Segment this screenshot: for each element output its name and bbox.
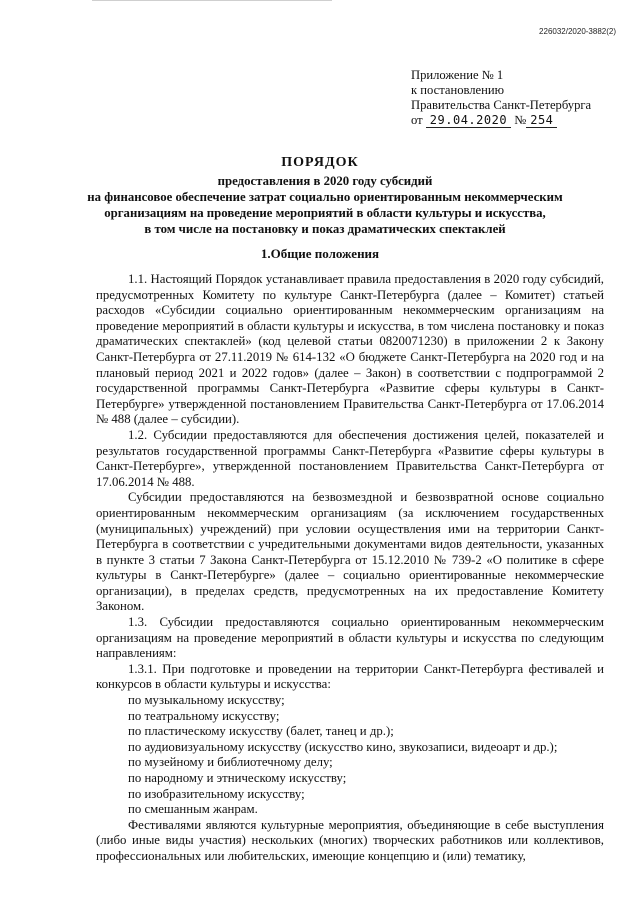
appendix-block [411, 68, 591, 128]
document-number: 226032/2020-3882(2) [539, 27, 616, 36]
scan-artifact [92, 0, 332, 5]
document-subtitle [40, 173, 610, 237]
appendix-line: Приложение № 1 [411, 68, 504, 82]
subtitle-line: организациям на проведение мероприятий в области культуры и искусства, [104, 206, 546, 220]
from-label: от [411, 113, 423, 127]
paragraph: 1.3. Субсидии предоставляются социально ориентированным некоммерческим организациям на проведение мероприятий в области культуры и искусства по следующим направлениям: [96, 615, 604, 661]
paragraph: 1.2. Субсидии предоставляются для обеспечения достижения целей, показателей и результатов государственной программы Санкт-Петербурга «Развитие сферы культуры в Санкт-Петербурге», утвержденной постановлением Правительства Санкт-Петербурга от 17.06.2014 № 488. [96, 427, 604, 489]
list-item: по изобразительному искусству; [128, 786, 305, 801]
list-item: по смешанным жанрам. [128, 802, 258, 817]
list-item: по музыкальному искусству; [128, 693, 285, 708]
paragraph: 1.1. Настоящий Порядок устанавливает правила предоставления в 2020 году субсидий, предусмотренных Комитету по культуре Санкт-Петербурга (далее – Комитет) статьей расходов «Субсидии социально ориентированным некоммерческим организациям на проведение мероприятий в области культуры и искусства, в том числена постановку и показ драматических спектаклей» (код целевой статьи 0820071230) в приложении 2 к Закону Санкт-Петербурга от 27.11.2019 № 614-132 «О бюджете Санкт-Петербурга на 2020 год и на плановый период 2021 и 2022 годов» (далее – Закон) в соответствии с подпрограммой 2 государственной программы Санкт-Петербурга «Развитие сферы культуры в Санкт-Петербурге» утвержденной постановлением Правительства Санкт-Петербурга от 17.06.2014 № 488 (далее – субсидии). [96, 272, 604, 427]
handwritten-number: 254 [526, 113, 557, 128]
list-item: по музейному и библиотечному делу; [128, 755, 333, 770]
appendix-date-line [411, 113, 591, 128]
paragraph: Фестивалями являются культурные мероприятия, объединяющие в себе выступления (либо иные виды участия) нескольких (многих) творческих работников или коллективов, профессиональных или любительских, имеющие концепцию и (или) тематику, [96, 817, 604, 863]
subtitle-line: на финансовое обеспечение затрат социально ориентированным некоммерческим [87, 190, 563, 204]
document-body [96, 272, 604, 865]
appendix-line: Правительства Санкт-Петербурга [411, 98, 592, 112]
list-item: по народному и этническому искусству; [128, 771, 347, 785]
number-label: № [514, 113, 527, 127]
paragraph: 1.3.1. При подготовке и проведении на территории Санкт-Петербурга фестивалей и конкурсов в области культуры и искусства: [96, 661, 604, 692]
list-item: по аудиовизуальному искусству (искусство кино, звукозаписи, видеоарт и др.); [128, 739, 558, 754]
subtitle-line: предоставления в 2020 году субсидий [217, 174, 433, 188]
handwritten-date: 29.04.2020 [426, 113, 511, 128]
document-title: ПОРЯДОК [281, 155, 359, 170]
subtitle-line: в том числе на постановку и показ драматических спектаклей [144, 222, 506, 236]
list-item: по театральному искусству; [128, 708, 280, 723]
list-item: по пластическому искусству (балет, танец и др.); [128, 724, 394, 739]
paragraph: Субсидии предоставляются на безвозмездной и безвозвратной основе социально ориентированным некоммерческим организациям (за исключением государственных (муниципальных) учреждений) при условии осуществления ими на территории Санкт-Петербурга в соответствии с учредительными документами видов деятельности, указанных в пункте 3 статьи 7 Закона Санкт-Петербурга от 15.12.2010 № 739-2 «О политике в сфере культуры в Санкт-Петербурге» (далее – социально ориентированные некоммерческие организации), в пределах средств, предусмотренных на их предоставление Комитету Законом. [96, 490, 604, 614]
appendix-line: к постановлению [411, 83, 505, 97]
section-heading: 1.Общие положения [260, 246, 380, 261]
